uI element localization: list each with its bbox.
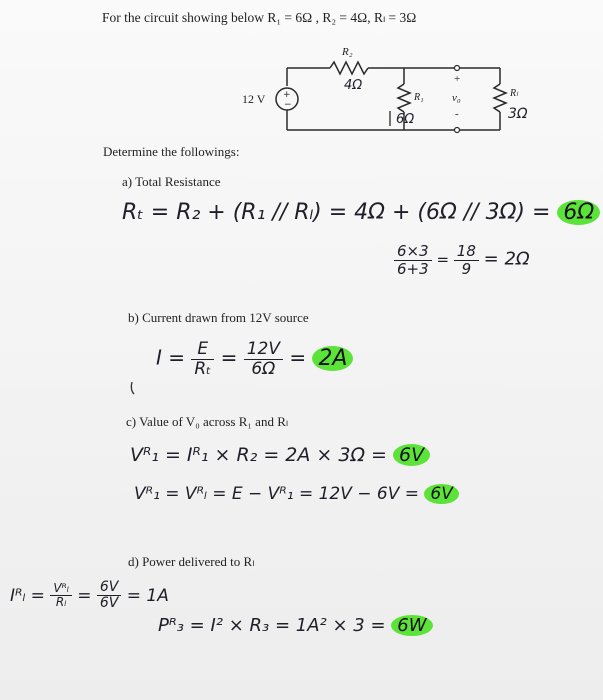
fraction-vrl-rl: $\frac{\text{Vᴿₗ}}{\text{Rₗ}}$ [50,582,71,609]
part-b-answer: 2A [312,346,353,371]
vo-terminal-bottom [455,128,460,133]
fraction-6x3: $\frac{6\times 3}{6+3}$ [394,243,432,277]
part-c-answer-1: 6V [393,444,430,466]
part-a-equation [122,200,600,225]
part-a-result: = 2Ω [483,248,530,270]
source-label: 12 V [242,92,266,106]
part-b-equation: I = $\frac{E}{\text{Rₜ}}$ = $\frac{12V}{6\Omega}$ = 2A [156,340,353,378]
fraction-e-rt: $\frac{E}{\text{Rₜ}}$ [191,340,214,378]
resistor-rl [494,84,506,112]
part-d-power-equation: Pᴿ₃ = I² × R₃ = 1A² × 3 = 6W [158,615,433,636]
part-a-fraction-work: $\frac{6\times 3}{6+3}$ = $\frac{18}{9}$ = 2Ω [394,243,530,277]
problem-statement: For the circuit showing below R₁ = 6Ω , R₂ = 4Ω, Rₗ = 3Ω [102,10,417,25]
vo-plus: + [454,73,461,85]
part-c-line-2: Vᴿ₁ = Vᴿₗ = E − Vᴿ₁ = 12V − 6V = 6V [134,484,459,504]
vo-minus: - [455,108,459,120]
fraction-6v-6v: $\frac{6V}{6V}$ [97,580,121,612]
part-a-equation-text: Rₜ = R₂ + (R₁ // Rₗ) = 4Ω + (6Ω // 3Ω) = [122,200,558,225]
pen-mark [131,382,134,394]
r1-value: 6Ω [396,112,415,127]
part-c-line-1: Vᴿ₁ = Iᴿ₁ × R₂ = 2A × 3Ω = 6V [130,444,430,466]
part-c-answer-2: 6V [424,484,458,504]
part-d-side-calc: Iᴿₗ = $\frac{\text{Vᴿₗ}}{\text{Rₗ}}$ = $\frac{6V}{6V}$ = 1A [10,579,169,612]
part-d-answer: 6W [391,615,432,636]
fraction-18-9: $\frac{18}{9}$ [454,243,479,277]
part-d-heading: d) Power delivered to Rₗ [128,554,255,569]
r1-label: R₁ [414,92,424,103]
rl-value: 3Ω [508,106,528,122]
resistor-r2 [330,62,368,74]
determine-heading: Determine the followings: [103,144,240,159]
resistor-r1 [398,84,410,112]
part-a-answer: 6Ω [557,200,600,225]
source-plus-sign: + [283,90,291,100]
vo-label: v₀ [452,92,461,104]
part-b-heading: b) Current drawn from 12V source [128,310,309,325]
part-c-heading: c) Value of V₀ across R₁ and Rₗ [126,414,289,429]
part-a-heading: a) Total Resistance [122,174,221,189]
r2-value: 4Ω [344,78,363,93]
source-minus-sign: − [284,100,292,110]
vo-terminal-top [455,66,460,71]
rl-label: Rₗ [510,88,518,99]
fraction-12v-6ohm: $\frac{12V}{6\Omega}$ [244,340,283,378]
r2-label: R₂ [342,46,353,58]
